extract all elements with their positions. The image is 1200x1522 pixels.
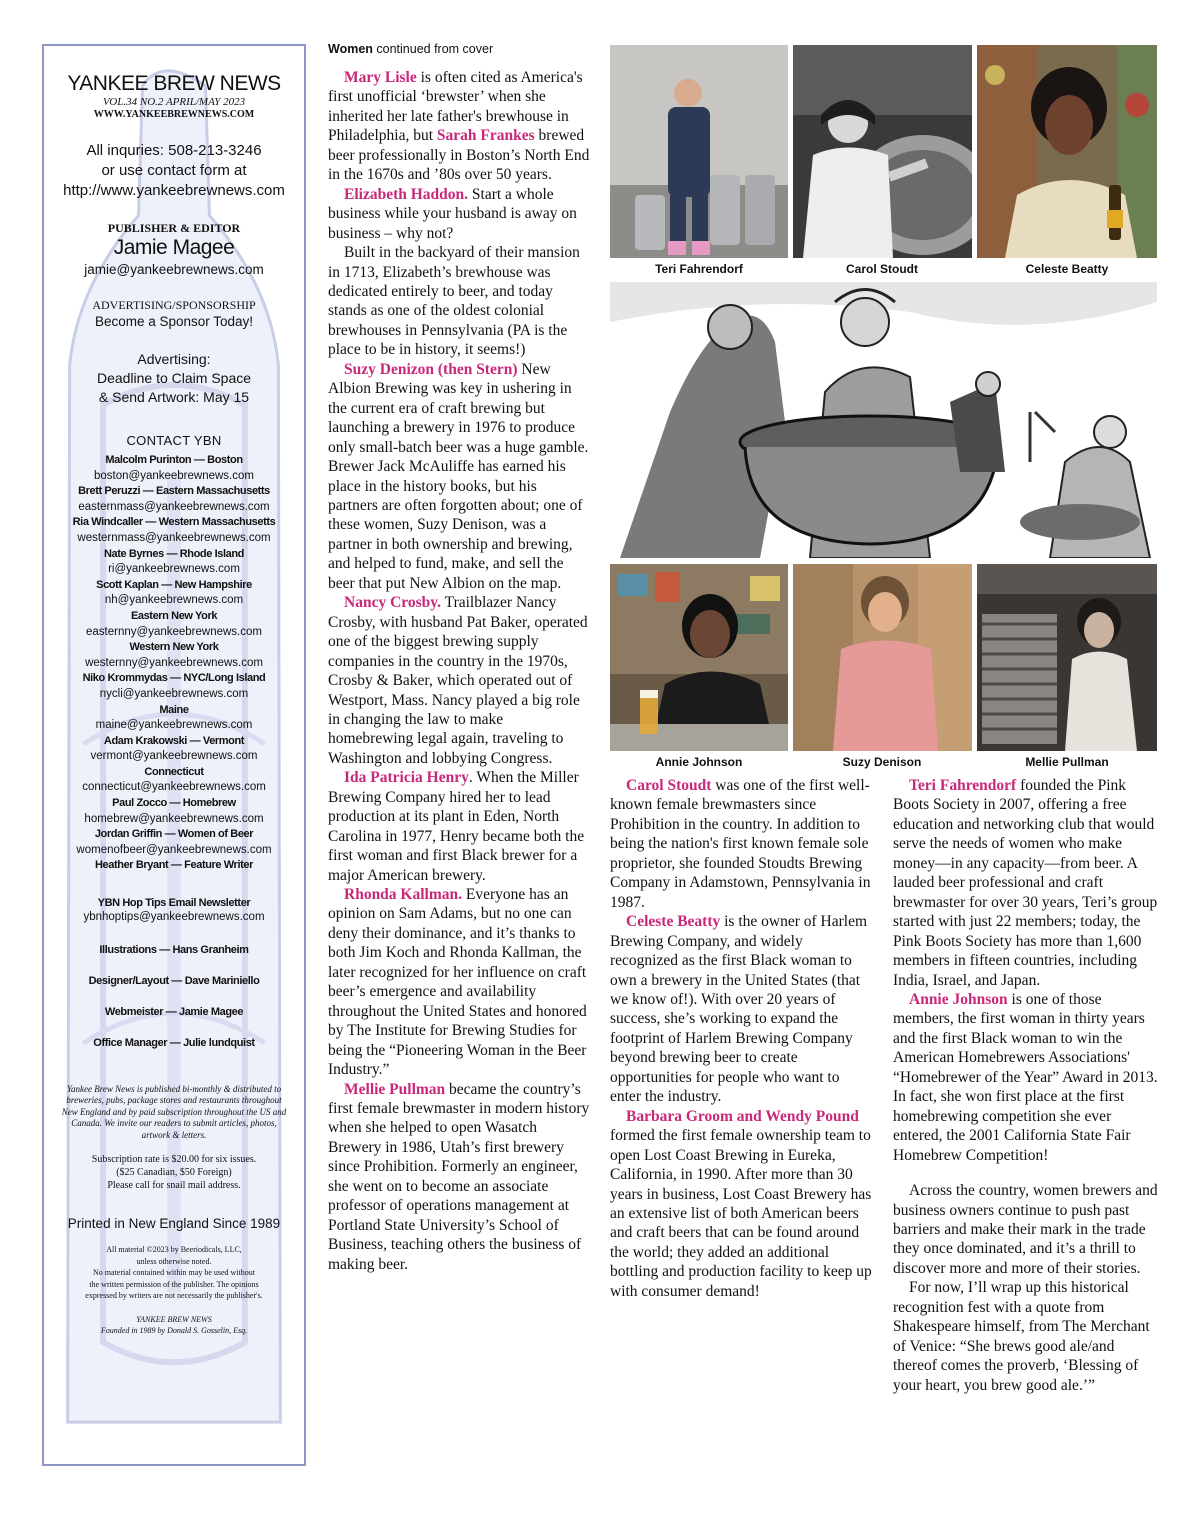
contact-list <box>44 453 304 874</box>
highlighted-name: Suzy Denizon (then Stern) <box>344 360 518 378</box>
photo-teri-fahrendorf-image <box>610 45 788 258</box>
paragraph-text: is the owner of Harlem Brewing Company, and widely recognized as the first Black woman to own a brewery in the United States (that we know of!). With over 20 years of success, she’s working to expand the footprint of Harlem Brewing Company beyond brewing beer to create opportunities for people who want to enter the industry. <box>610 913 868 1106</box>
contact-email[interactable]: vermont@yankeebrewnews.com <box>90 750 258 763</box>
contact-email[interactable]: westernny@yankeebrewnews.com <box>85 656 263 669</box>
credit-office-manager: Office Manager — Julie lundquist <box>93 1036 255 1049</box>
contact-email[interactable]: boston@yankeebrewnews.com <box>94 469 254 482</box>
highlighted-name: Mary Lisle <box>344 69 417 86</box>
credit-webmeister: Webmeister — Jamie Magee <box>104 1005 244 1018</box>
subscription-line: ($25 Canadian, $50 Foreign) <box>116 1167 232 1179</box>
contact-name: Maine <box>159 703 189 716</box>
caption-carol-stoudt: Carol Stoudt <box>846 262 918 276</box>
contact-name: Heather Bryant — Feature Writer <box>95 859 253 872</box>
publication-blurb: Yankee Brew News is published bi-monthly & distributed to breweries, pubs, package stores and restaurants throughout New England and by paid subscription throughout the US and Canada. We invite our readers to submit articles, photos, artwork & letters. <box>61 1083 287 1140</box>
article-column-2 <box>610 776 872 1301</box>
contact-name: Western New York <box>129 641 219 654</box>
paragraph-text: For now, I’ll wrap up this historical recognition fest with a quote from Shakespeare himself, from The Merchant of Venice: “She brews good ale/and thereof comes the proverb, ‘Blessing of your heart, you brew good ale.’” <box>893 1279 1150 1394</box>
highlighted-name: Nancy Crosby. <box>344 594 442 612</box>
paragraph-text: . When the Miller Brewing Company hired her to lead production at its plant in Eden, North Carolina in 1977, Henry became both the first woman and first Black brewer for a major American brewery. <box>328 769 585 884</box>
ad-deadline <box>44 350 304 407</box>
paragraph-text: Everyone has an opinion on Sam Adams, but no one can deny their dominance, and it’s thanks to both Jim Koch and Rhonda Kallman, the later recognized for her influence on craft beer’s emergence and availability throughout the United States and honored by The Institute for Brewing Studies for being the “Pioneering Woman in the Beer Industry.” <box>328 886 587 1079</box>
contact-email[interactable]: nycli@yankeebrewnews.com <box>99 687 249 700</box>
contact-email[interactable]: easternmass@yankeebrewnews.com <box>78 500 270 513</box>
deadline-line: Advertising: <box>137 351 211 367</box>
inquiries-phone: All inquries: 508-213-3246 <box>86 142 262 159</box>
founded-line: YANKEE BREW NEWS <box>136 1314 212 1324</box>
newsletter-title: YBN Hop Tips Email Newsletter <box>97 897 251 910</box>
contact-email[interactable]: ri@yankeebrewnews.com <box>108 563 240 576</box>
contact-name: Adam Krakowski — Vermont <box>103 734 245 747</box>
masthead-title: YANKEE BREW NEWS <box>67 72 281 95</box>
photo-suzy-denison-image <box>793 564 972 751</box>
photo-mellie-pullman-image <box>977 564 1157 751</box>
paragraph-text: formed the first female ownership team to open Lost Coast Brewing in Eureka, California, in 1990. After more than 30 years in business, Lost Coast Brewery has an extensive list of both American beers and craft beers that can be found around the world; they added an additional bottling and production facility to keep up with consumer demand! <box>610 1127 872 1300</box>
caption-celeste-beatty: Celeste Beatty <box>1025 262 1109 276</box>
photo-celeste-beatty <box>977 45 1157 258</box>
paragraph-text: Trailblazer Nancy Crosby, with husband Pat Baker, operated one of the biggest brewing supply companies in the country in the 1970s, Crosby & Baker, which operated out of Westport, Mass. Nancy played a big role in changing the law to make homebrewing legal again, traveling to Washington and lobbying Congress. <box>328 594 588 767</box>
article-paragraph <box>328 1080 590 1275</box>
contact-email[interactable]: nh@yankeebrewnews.com <box>104 594 244 607</box>
subscription-line: Subscription rate is $20.00 for six issues. <box>91 1154 257 1166</box>
illustration-colonial-brewsters <box>610 282 1157 558</box>
article-paragraph <box>328 68 590 185</box>
inquiries <box>44 141 304 201</box>
newsletter-email[interactable]: ybnhoptips@yankeebrewnews.com <box>83 911 265 924</box>
article-paragraph <box>328 360 590 593</box>
highlighted-name: Rhonda Kallman. <box>344 886 463 904</box>
article-column-3 <box>893 776 1158 1395</box>
printed-line: Printed in New England Since 1989 <box>67 1216 281 1232</box>
contact-name: Malcolm Purinton — Boston <box>105 454 243 466</box>
highlighted-name: Teri Fahrendorf <box>909 777 1017 794</box>
article-paragraph <box>328 243 590 360</box>
masthead-box <box>42 44 306 1466</box>
rights-notice <box>44 1244 304 1302</box>
contact-email[interactable]: homebrew@yankeebrewnews.com <box>84 812 264 825</box>
publisher-email[interactable]: jamie@yankeebrewnews.com <box>84 262 264 277</box>
deadline-line: Deadline to Claim Space <box>96 370 252 386</box>
highlighted-name: Elizabeth Haddon. <box>344 185 469 203</box>
article-paragraph <box>328 593 590 768</box>
photo-celeste-beatty-image <box>977 45 1157 258</box>
contact-email[interactable]: westernmass@yankeebrewnews.com <box>77 531 271 544</box>
contact-name: Connecticut <box>144 765 204 778</box>
contact-name: Ria Windcaller — Western Massachusetts <box>72 516 276 529</box>
article-column-1 <box>328 68 590 1274</box>
continued-section: Women <box>328 42 373 56</box>
caption-mellie-pullman: Mellie Pullman <box>1025 755 1109 769</box>
contact-email[interactable]: womenofbeer@yankeebrewnews.com <box>76 843 272 856</box>
paragraph-text: is often cited as America's first unofficial ‘brewster’ when she inherited her late father's brewhouse in Philadelphia, but <box>328 69 583 145</box>
paragraph-text: Across the country, women brewers and business owners continue to push past barriers and make their mark in the trade they once dominated, and it’s a thrill to discover more and more of their stories. <box>893 1182 1158 1277</box>
highlighted-name: Carol Stoudt <box>626 777 712 794</box>
highlighted-name: Celeste Beatty <box>626 913 721 931</box>
contact-email[interactable]: easternny@yankeebrewnews.com <box>86 625 262 638</box>
contact-name: Nate Byrnes — Rhode Island <box>104 547 244 560</box>
photo-annie-johnson <box>610 564 788 751</box>
paragraph-text: Start a whole business while your husband is away on business – why not? <box>328 185 577 242</box>
paragraph-text: founded the Pink Boots Society in 2007, offering a free education and networking club that would serve the needs of women who make money—in any capacity—from beer. A lauded beer professional and craft brewmaster for over 30 years, Teri’s group started with just 22 members; today, the Pink Boots Society has more than 1,600 members in fifteen countries, including India, Israel, and Japan. <box>893 777 1158 989</box>
contact-name: Brett Peruzzi — Eastern Massachusetts <box>78 485 270 498</box>
highlighted-name: Mellie Pullman <box>344 1080 446 1098</box>
rights-line: the written permission of the publisher. The opinions <box>89 1279 259 1289</box>
article-paragraph <box>893 776 1158 990</box>
founded-note <box>44 1314 304 1337</box>
photo-carol-stoudt <box>793 45 972 258</box>
rights-line: unless otherwise noted. <box>136 1256 212 1266</box>
credit-designer: Designer/Layout — Dave Mariniello <box>88 974 260 987</box>
sponsor-line: Become a Sponsor Today! <box>94 314 254 329</box>
paragraph-text: is one of those members, the first woman in thirty years and the first Black woman to win the American Homebrewers Associations' “Homebrewer of the Year” Award in 2013. In fact, she won first place at the first homebrewing competition she ever entered, the 2001 California State Fair Homebrew Competition! <box>893 990 1158 1164</box>
inquiries-note: or use contact form at <box>101 162 247 179</box>
contact-name: Paul Zocco — Homebrew <box>112 797 236 810</box>
founded-line: Founded in 1989 by Donald S. Gosselin, Esq. <box>100 1326 248 1336</box>
article-paragraph <box>610 1107 872 1302</box>
contact-email[interactable]: maine@yankeebrewnews.com <box>95 719 253 732</box>
article-paragraph <box>328 885 590 1080</box>
paragraph-text: became the country’s first female brewmaster in modern history when she helped to open Wasatch Brewery in 1986, Utah’s first brewery since Prohibition. Formerly an engineer, she went on to become an associate professor of operations management at Portland State University’s School of Business, teaching others the business of making beer. <box>328 1080 590 1273</box>
rights-line: No material contained within may be used without <box>93 1268 255 1278</box>
caption-annie-johnson: Annie Johnson <box>655 755 743 769</box>
publisher-label: PUBLISHER & EDITOR <box>107 221 241 235</box>
paragraph-text: was one of the first well-known female brewmasters since Prohibition in the country. In addition to being the nation's first known female sole proprietor, she founded Stoudts Brewing Company in Adamstown, Pennsylvania in 1987. <box>610 777 871 911</box>
article-paragraph <box>893 1278 1158 1395</box>
continued-header <box>328 42 493 56</box>
paragraph-text: New Albion Brewing was key in ushering in the current era of craft brewing but launching a brewery in 1976 to produce only small-batch beer was a huge gamble. Brewer Jack McAuliffe has earned his place in the history books, but his partners are often forgotten about; one of these women, Suzy Denison, was a partner in both ownership and brewing, and helped to fund, make, and sell the beer that put New Albion on the map. <box>328 360 589 592</box>
publisher-name: Jamie Magee <box>113 236 235 259</box>
rights-line: expressed by writers are not necessarily the publisher's. <box>85 1291 263 1301</box>
article-paragraph <box>610 776 872 912</box>
contact-name: Scott Kaplan — New Hampshire <box>96 578 252 591</box>
masthead-website[interactable]: WWW.YANKEEBREWNEWS.COM <box>93 109 255 120</box>
sketch-women-brewing-image <box>610 282 1157 558</box>
highlighted-name: Barbara Groom and Wendy Pound <box>626 1107 859 1125</box>
article-paragraph <box>893 990 1158 1165</box>
continued-text: continued from cover <box>372 42 494 56</box>
inquiries-url[interactable]: http://www.yankeebrewnews.com <box>63 182 285 199</box>
contact-name: Niko Krommydas — NYC/Long Island <box>82 672 266 685</box>
paragraph-text: Built in the backyard of their mansion in 1713, Elizabeth’s brewhouse was dedicated entirely to beer, and today stands as one of the oldest colonial brewhouses in Pennsylvania (PA is the place to be in history, it seems!) <box>328 244 580 359</box>
contact-heading: CONTACT YBN <box>126 433 222 448</box>
contact-email[interactable]: connecticut@yankeebrewnews.com <box>82 781 266 794</box>
advertising-label: ADVERTISING/SPONSORSHIP <box>92 298 256 312</box>
highlighted-name: Ida Patricia Henry <box>344 769 469 787</box>
deadline-line: & Send Artwork: May 15 <box>98 389 250 405</box>
rights-line: All material ©2023 by Beeriodicals, LLC, <box>106 1245 242 1255</box>
masthead-volume: VOL.34 NO.2 APRIL/MAY 2023 <box>102 96 246 108</box>
subscription-line: Please call for snail mail address. <box>107 1180 241 1192</box>
credit-illustrations: Illustrations — Hans Granheim <box>99 943 249 956</box>
photo-suzy-denison <box>793 564 972 751</box>
paragraph-text: brewed beer professionally in Boston’s North End in the 1670s and ’80s over 50 years. <box>328 127 590 184</box>
highlighted-name: Sarah Frankes <box>436 127 535 145</box>
highlighted-name: Annie Johnson <box>909 990 1008 1008</box>
caption-suzy-denison: Suzy Denison <box>842 755 922 769</box>
contact-name: Jordan Griffin — Women of Beer <box>94 828 254 841</box>
photo-annie-johnson-image <box>610 564 788 751</box>
caption-teri-fahrendorf: Teri Fahrendorf <box>655 262 743 276</box>
article-paragraph <box>328 768 590 885</box>
contact-name: Eastern New York <box>130 609 218 622</box>
photo-mellie-pullman <box>977 564 1157 751</box>
article-paragraph <box>893 1181 1158 1278</box>
article-paragraph <box>610 912 872 1107</box>
subscription-info <box>44 1153 304 1192</box>
article-paragraph <box>328 185 590 243</box>
photo-teri-fahrendorf <box>610 45 788 258</box>
photo-carol-stoudt-image <box>793 45 972 258</box>
